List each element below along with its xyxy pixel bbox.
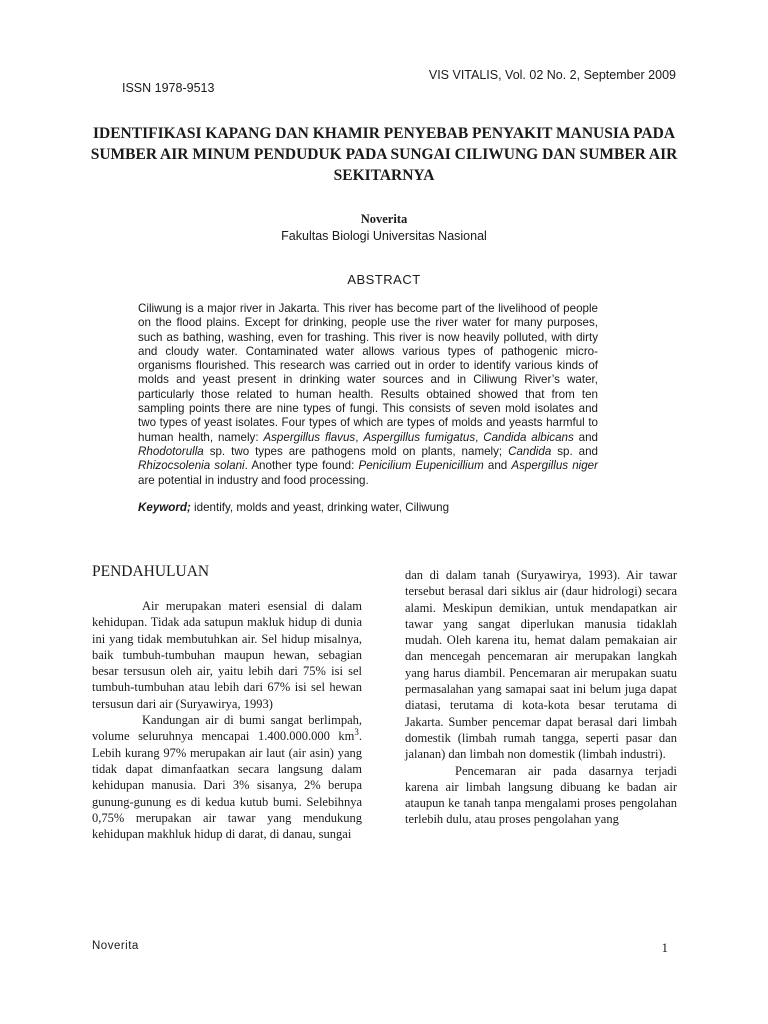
paper-title: IDENTIFIKASI KAPANG DAN KHAMIR PENYEBAB PENYAKIT MANUSIA PADA SUMBER AIR MINUM PENDUDUK PADA SUNGAI CILIWUNG DAN SUMBER AIR SEKITARNYA (90, 125, 678, 184)
abstract-text: sp. and (551, 444, 598, 458)
paragraph-text: Kandungan air di bumi sangat berlimpah, volume seluruhnya mencapai 1.400.000.000 km (92, 713, 362, 744)
paragraph: Pencemaran air pada dasarnya terjadi karena air limbah langsung dibuang ke badan air ataupun ke tanah tanpa mengalami proses pengolahan terlebih dulu, atau proses pengolahan yang (405, 763, 677, 827)
author-affiliation: Fakultas Biologi Universitas Nasional (281, 229, 487, 243)
issn: ISSN 1978-9513 (122, 81, 215, 95)
abstract-text: are potential in industry and food processing. (138, 473, 369, 487)
abstract-text: Ciliwung is a major river in Jakarta. This river has become part of the livelihood of people on the flood plains. Except for drinking, people use the river water for many purposes, such as bathing, washing, even for trashing. This river is now heavily polluted, with dirty and cloudy water. Contaminated water allows various types of pathogenic micro-organisms flourished. This research was carried out in order to identify various kinds of molds and yeast present in drinking water sources and in Ciliwung River’s water, particularly those related to human health. Results obtained showed that from ten sampling points there are nine types of fungi. This consists of seven mold isolates and two types of yeast isolates. Four types of which are types of molds and yeasts harmful to human health, namely: (138, 302, 598, 444)
paragraph-text: . Lebih kurang 97% merupakan air laut (air asin) yang tidak dapat dimanfaatkan secara langsung dalam kehidupan manusia. Dari 3% sisanya, 2% berupa gunung-gunung es di kedua kutub bumi. Selebihnya 0,75% merupakan air tawar yang mendukung kehidupan makhluk hidup di darat, di danau, sungai (92, 729, 362, 842)
species-name: Rhizocsolenia solani (138, 459, 245, 473)
paragraph: Air merupakan materi esensial di dalam kehidupan. Tidak ada satupun makluk hidup di dunia ini yang tidak membutuhkan air. Sel hidup misalnya, baik tumbuh-tumbuhan maupun hewan, sebagian besar tersusun oleh air, yaitu lebih dari 75% isi sel tumbuh-tumbuhan atau lebih dari 67% isi sel hewan tersusun dari air (Suryawirya, 1993) (92, 599, 362, 711)
species-name: Aspergillus flavus (263, 430, 356, 444)
abstract-text: and (483, 459, 512, 473)
keywords-label: Keyword; (138, 501, 191, 514)
footer-author: Noverita (92, 940, 139, 952)
species-name: Aspergillus fumigatus (363, 430, 476, 444)
abstract-text: and (573, 430, 598, 444)
species-name: Rhodotorulla (138, 444, 204, 458)
superscript: 3 (354, 727, 359, 738)
keywords (138, 501, 608, 514)
journal-citation: VIS VITALIS, Vol. 02 No. 2, September 2009 (428, 68, 676, 82)
section-heading: PENDAHULUAN (92, 563, 210, 580)
left-column (92, 598, 362, 842)
page-number: 1 (661, 940, 668, 955)
abstract-text: , (355, 430, 364, 444)
author-name: Noverita (360, 212, 408, 226)
species-name: Candida albicans (483, 430, 574, 444)
keywords-text: identify, molds and yeast, drinking water, Ciliwung (190, 501, 450, 514)
abstract-heading: ABSTRACT (347, 272, 421, 287)
right-column (405, 567, 677, 828)
abstract-body (138, 302, 598, 488)
species-name: Candida (508, 444, 552, 458)
paragraph (92, 712, 362, 842)
species-name: Aspergillus niger (511, 459, 598, 473)
paragraph: dan di dalam tanah (Suryawirya, 1993). Air tawar tersebut berasal dari siklus air (daur hidrologi) secara alami. Meskipun demikian, untuk mendapatkan air tawar yang sangat diperlukan manusia tidaklah mudah. Oleh karena itu, hemat dalam pemakaian air dan mencegah pencemaran air merupakan langkah yang harus diambil. Pencemaran air merupakan suatu permasalahan yang samapai saat ini belum juga dapat diatasi, terutama di kota-kota besar terutama di Jakarta. Sumber pencemar dapat berasal dari limbah domestik (limbah rumah tangga, seperti pasar dan jalanan) dan limbah non domestik (limbah industri). (405, 568, 677, 762)
abstract-text: . Another type found: (244, 459, 359, 473)
abstract-text: sp. two types are pathogens mold on plants, namely; (203, 444, 509, 458)
species-name: Penicilium Eupenicillium (358, 459, 484, 473)
abstract-text: , (475, 430, 484, 444)
